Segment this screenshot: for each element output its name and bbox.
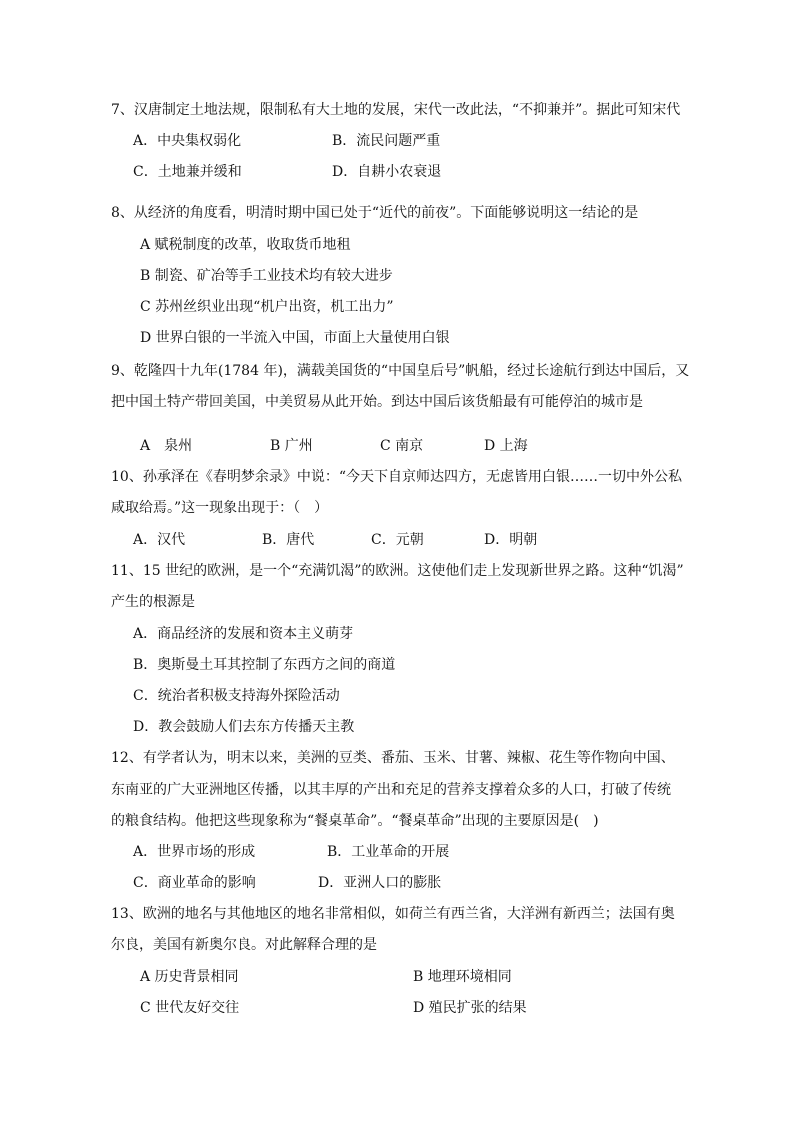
q9-option-d: D 上海 [484, 438, 528, 454]
q12-stem-line-1: 12、有学者认为，明末以来，美洲的豆类、番茄、玉米、甘薯、辣椒、花生等作物向中国、 [111, 750, 675, 766]
q10-stem-line-1: 10、孙承泽在《春明梦余录》中说：“今天下自京师达四方，无虑皆用白银……一切中外公私 [111, 469, 682, 485]
q9-option-c: C 南京 [380, 438, 424, 454]
q12-option-d: D．亚洲人口的膨胀 [318, 875, 442, 891]
q13-option-a: A 历史背景相同 [140, 969, 239, 985]
q11-stem-line-1: 11、15 世纪的欧洲，是一个“充满饥渴”的欧洲。这使他们走上发现新世界之路。这种“饥渴” [111, 563, 684, 579]
q7-stem-line-1: 7、汉唐制定土地法规，限制私有大土地的发展，宋代一改此法，“不抑兼并”。据此可知宋代 [111, 102, 681, 118]
q7-option-d: D．自耕小农衰退 [332, 164, 442, 180]
q13-option-d: D 殖民扩张的结果 [413, 1000, 527, 1016]
q8-option-a: A 赋税制度的改革，收取货币地租 [140, 237, 351, 253]
q10-option-a: A．汉代 [133, 532, 186, 548]
q8-option-b: B 制瓷、矿冶等手工业技术均有较大进步 [140, 268, 393, 284]
q12-option-c: C．商业革命的影响 [133, 875, 256, 891]
q10-option-d: D．明朝 [484, 532, 538, 548]
q7-option-a: A．中央集权弱化 [133, 133, 242, 149]
q9-stem-line-1: 9、乾隆四十九年(1784 年)，满载美国货的“中国皇后号”帆船，经过长途航行到达中国后，又 [111, 363, 690, 379]
q7-option-c: C．土地兼并缓和 [133, 164, 242, 180]
q11-option-b: B．奥斯曼土耳其控制了东西方之间的商道 [133, 657, 396, 673]
q13-stem-line-1: 13、欧洲的地名与其他地区的地名非常相似，如荷兰有西兰省，大洋洲有新西兰；法国有奥 [111, 906, 675, 922]
q8-option-d: D 世界白银的一半流入中国，市面上大量使用白银 [140, 330, 450, 346]
q11-option-d: D．教会鼓励人们去东方传播天主教 [133, 719, 355, 735]
q12-stem-line-3: 的粮食结构。他把这些现象称为“餐桌革命”。“餐桌革命”出现的主要原因是( ) [111, 813, 599, 829]
q9-option-a: A 泉州 [140, 438, 193, 454]
q12-option-a: A．世界市场的形成 [133, 844, 256, 860]
q10-option-b: B．唐代 [262, 532, 315, 548]
q9-option-b: B 广州 [270, 438, 313, 454]
q12-option-b: B．工业革命的开展 [327, 844, 450, 860]
q11-option-c: C．统治者积极支持海外探险活动 [133, 688, 340, 704]
q11-option-a: A．商品经济的发展和资本主义萌芽 [133, 626, 354, 642]
q11-stem-line-2: 产生的根源是 [111, 594, 195, 610]
q7-option-b: B．流民问题严重 [332, 133, 441, 149]
q10-option-c: C．元朝 [371, 532, 424, 548]
q10-stem-line-2: 咸取给焉。”这一现象出现于：（ ） [111, 500, 329, 516]
q8-option-c: C 苏州丝织业出现“机户出资，机工出力” [140, 299, 394, 315]
q13-option-b: B 地理环境相同 [413, 969, 512, 985]
q8-stem-line-1: 8、从经济的角度看，明清时期中国已处于“近代的前夜”。下面能够说明这一结论的是 [111, 205, 639, 221]
q13-stem-line-2: 尔良，美国有新奥尔良。对此解释合理的是 [111, 937, 377, 953]
q12-stem-line-2: 东南亚的广大亚洲地区传播，以其丰厚的产出和充足的营养支撑着众多的人口，打破了传统 [111, 782, 671, 798]
q9-stem-line-2: 把中国土特产带回美国，中美贸易从此开始。到达中国后该货船最有可能停泊的城市是 [111, 394, 643, 410]
q13-option-c: C 世代友好交往 [140, 1000, 240, 1016]
